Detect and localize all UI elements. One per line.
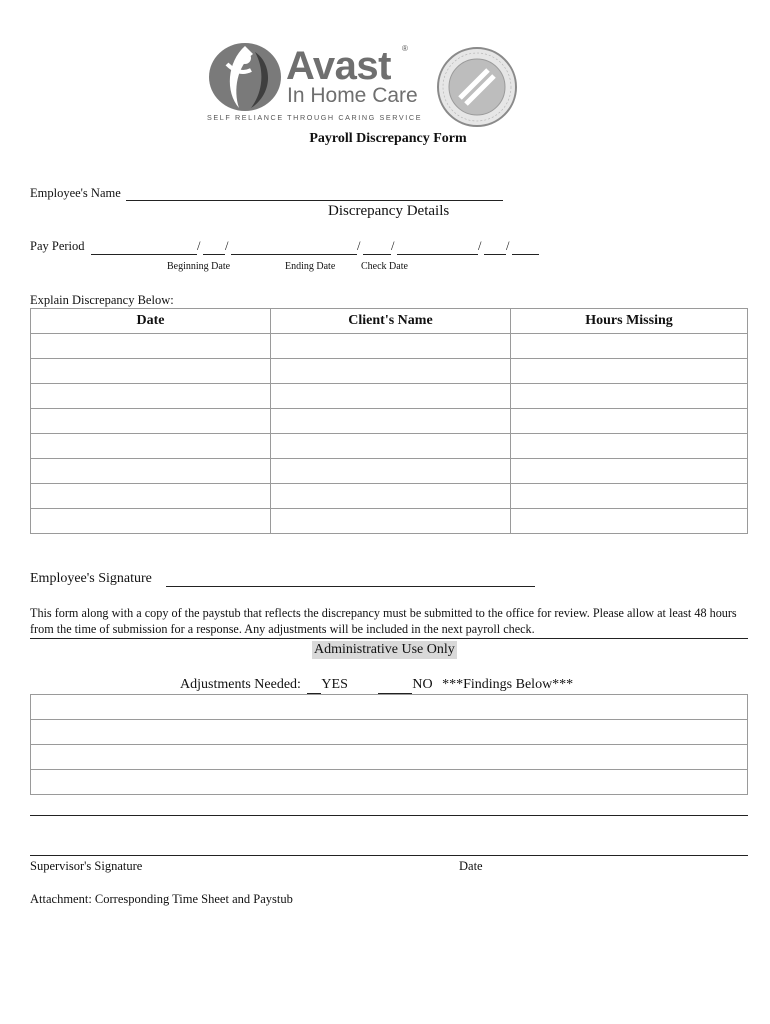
employee-name-label: Employee's Name [30, 186, 121, 200]
findings-cell[interactable] [31, 745, 748, 770]
brand-name: Avast [286, 44, 391, 88]
hours-missing-cell[interactable] [511, 484, 748, 509]
beginning-date-day-field[interactable] [203, 254, 225, 255]
ending-date-caption: Ending Date [285, 261, 336, 272]
employee-name-field[interactable] [126, 200, 503, 201]
supervisor-signature-label: Supervisor's Signature [30, 859, 143, 873]
date-cell[interactable] [31, 359, 271, 384]
findings-line-field[interactable] [30, 815, 748, 816]
column-header-client-name: Client's Name [271, 309, 511, 334]
explain-discrepancy-label: Explain Discrepancy Below: [30, 293, 174, 307]
table-row [31, 509, 748, 534]
table-row [31, 770, 748, 795]
table-row [31, 334, 748, 359]
table-row [31, 434, 748, 459]
registered-mark: ® [402, 44, 408, 53]
client-name-cell[interactable] [271, 359, 511, 384]
client-name-cell[interactable] [271, 434, 511, 459]
client-name-cell[interactable] [271, 409, 511, 434]
hours-missing-cell[interactable] [511, 384, 748, 409]
table-row [31, 720, 748, 745]
column-header-hours-missing: Hours Missing [511, 309, 748, 334]
date-cell[interactable] [31, 509, 271, 534]
employee-signature-label: Employee's Signature [30, 571, 152, 586]
date-cell[interactable] [31, 384, 271, 409]
discrepancy-table [30, 308, 748, 534]
date-cell[interactable] [31, 434, 271, 459]
table-row [31, 484, 748, 509]
date-separator: / [478, 239, 482, 253]
discrepancy-details-heading: Discrepancy Details [328, 203, 450, 219]
date-label: Date [459, 859, 483, 873]
no-blank-field[interactable] [378, 677, 412, 694]
date-separator: / [225, 239, 229, 253]
avast-logo-icon [207, 42, 283, 112]
date-cell[interactable] [31, 409, 271, 434]
table-row [31, 459, 748, 484]
client-name-cell[interactable] [271, 334, 511, 359]
adjustments-needed-label: Adjustments Needed: [180, 677, 301, 692]
hours-missing-cell[interactable] [511, 459, 748, 484]
table-row [31, 409, 748, 434]
date-cell[interactable] [31, 484, 271, 509]
client-name-cell[interactable] [271, 384, 511, 409]
hours-missing-cell[interactable] [511, 509, 748, 534]
findings-cell[interactable] [31, 720, 748, 745]
client-name-cell[interactable] [271, 484, 511, 509]
table-row [31, 745, 748, 770]
findings-table [30, 694, 748, 795]
attachment-label: Attachment: Corresponding Time Sheet and Paystub [30, 892, 293, 906]
brand-tagline: SELF RELIANCE THROUGH CARING SERVICE [207, 113, 423, 122]
check-date-month-field[interactable] [397, 254, 478, 255]
column-header-date: Date [31, 309, 271, 334]
beginning-date-caption: Beginning Date [167, 261, 231, 272]
date-separator: / [357, 239, 361, 253]
adjustments-needed-line [180, 677, 573, 694]
table-row [31, 384, 748, 409]
table-row [31, 359, 748, 384]
pay-period-label: Pay Period [30, 239, 85, 253]
yes-blank-field[interactable] [307, 677, 321, 694]
date-separator: / [506, 239, 510, 253]
hours-missing-cell[interactable] [511, 359, 748, 384]
findings-below-label: ***Findings Below*** [442, 677, 574, 692]
table-row [31, 695, 748, 720]
date-cell[interactable] [31, 459, 271, 484]
brand-subtitle: In Home Care [287, 84, 418, 107]
date-separator: / [197, 239, 201, 253]
instructions-text: This form along with a copy of the paystub that reflects the discrepancy must be submitted to the office for review. Please allow at least 48 hours from the time of submission for a response. Any adjustments will be included in the next payroll check. [30, 606, 737, 636]
administrative-use-heading: Administrative Use Only [314, 642, 455, 657]
check-date-caption: Check Date [361, 261, 408, 272]
ending-date-month-field[interactable] [231, 254, 357, 255]
divider [30, 638, 748, 639]
hours-missing-cell[interactable] [511, 334, 748, 359]
client-name-cell[interactable] [271, 459, 511, 484]
employee-signature-field[interactable] [166, 586, 535, 587]
findings-cell[interactable] [31, 695, 748, 720]
table-header-row [31, 309, 748, 334]
findings-cell[interactable] [31, 770, 748, 795]
date-cell[interactable] [31, 334, 271, 359]
hours-missing-cell[interactable] [511, 409, 748, 434]
check-date-day-field[interactable] [484, 254, 506, 255]
accreditation-seal-icon [436, 46, 518, 128]
date-separator: / [391, 239, 395, 253]
check-date-year-field[interactable] [512, 254, 539, 255]
no-option-label: NO [412, 677, 433, 692]
hours-missing-cell[interactable] [511, 434, 748, 459]
form-title: Payroll Discrepancy Form [309, 131, 467, 146]
supervisor-signature-field[interactable] [30, 855, 748, 856]
ending-date-day-field[interactable] [363, 254, 391, 255]
yes-option-label: YES [321, 677, 348, 692]
client-name-cell[interactable] [271, 509, 511, 534]
beginning-date-month-field[interactable] [91, 254, 197, 255]
